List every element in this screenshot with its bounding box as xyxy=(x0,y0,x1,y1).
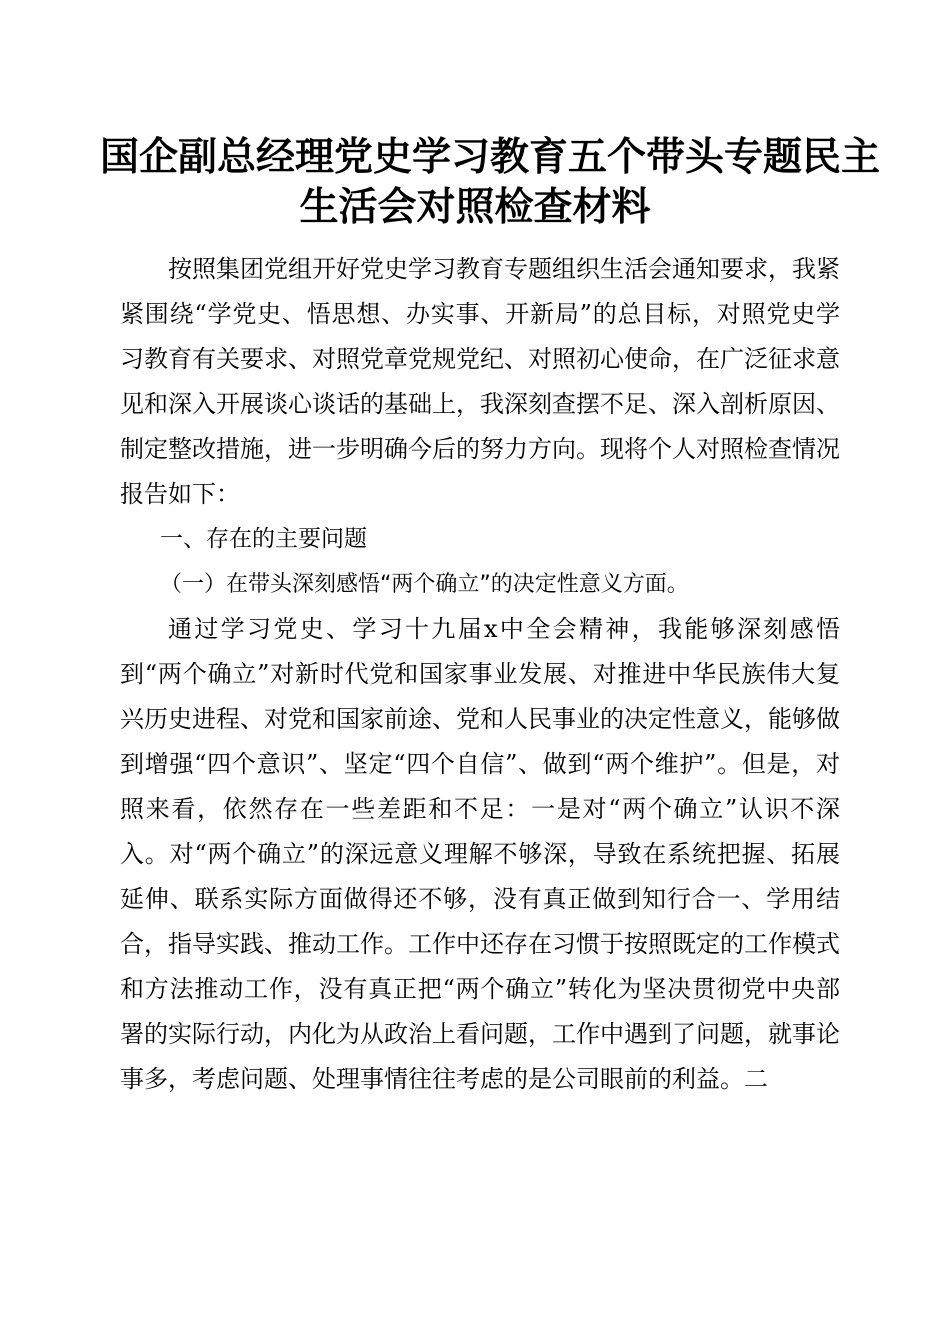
title-line-2: 生活会对照检查材料 xyxy=(299,184,651,230)
document-title xyxy=(100,132,881,232)
title-line-1: 国企副总经理党史学习教育五个带头专题民主 xyxy=(100,134,881,180)
intro-paragraph: 按照集团党组开好党史学习教育专题组织生活会通知要求，我紧紧围绕“学党史、悟思想、办实事、开新局”的总目标，对照党史学习教育有关要求、对照党章党规党纪、对照初心使命，在广泛征求意见和深入开展谈心谈话的基础上，我深刻查摆不足、深入剖析原因、制定整改措施，进一步明确今后的努力方向。现将个人对照检查情况报告如下： xyxy=(120,255,840,508)
subsection-heading-1: （一）在带头深刻感悟“两个确立”的决定性意义方面。 xyxy=(160,572,689,597)
section-heading-problems: 一、存在的主要问题 xyxy=(160,526,367,552)
document-body xyxy=(120,247,840,1102)
subsection-paragraph-1: 通过学习党史、学习十九届x中全会精神，我能够深刻感悟到“两个确立”对新时代党和国家事业发展、对推进中华民族伟大复兴历史进程、对党和国家前途、党和人民事业的决定性意义，能够做到增强“四个意识”、坚定“四个自信”、做到“两个维护”。但是，对照来看，依然存在一些差距和不足：一是对“两个确立”认识不深入。对“两个确立”的深远意义理解不够深，导致在系统把握、拓展延伸、联系实际方面做得还不够，没有真正做到知行合一、学用结合，指导实践、推动工作。工作中还存在习惯于按照既定的工作模式和方法推动工作，没有真正把“两个确立”转化为坚决贯彻党中央部署的实际行动，内化为从政治上看问题，工作中遇到了问题，就事论事多，考虑问题、处理事情往往考虑的是公司眼前的利益。二 xyxy=(120,615,840,1093)
